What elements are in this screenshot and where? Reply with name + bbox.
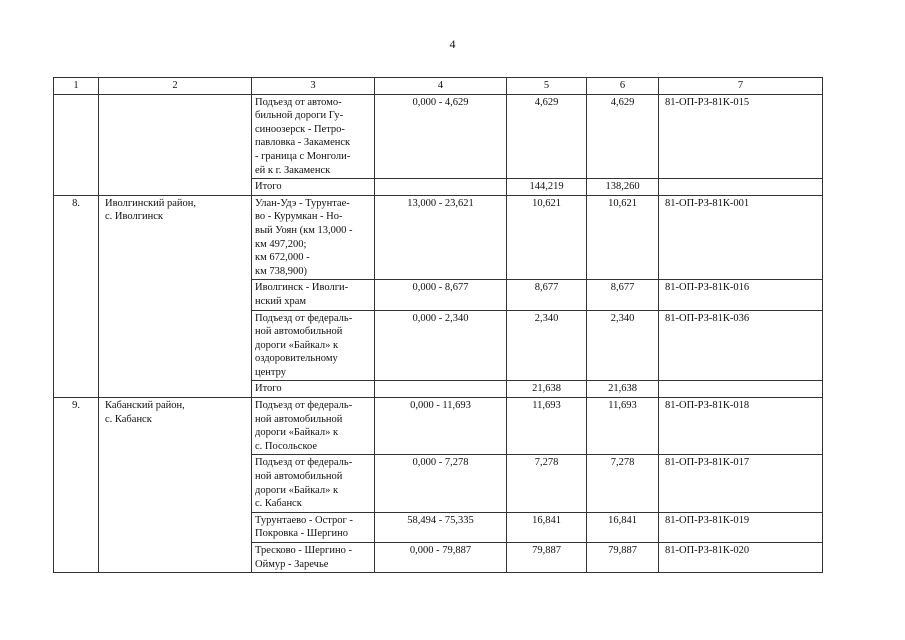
table-row — [54, 195, 823, 280]
km-range: 58,494 - 75,335 — [375, 512, 507, 542]
column-header: 6 — [587, 78, 659, 95]
length-secondary: 2,340 — [587, 310, 659, 381]
road-name: Улан-Удэ - Турунтае- во - Курумкан - Но- вый Уоян (км 13,000 - км 497,200; км 672,000 - км 738,900) — [252, 195, 375, 280]
length-total: 11,693 — [507, 398, 587, 455]
length-total: 21,638 — [507, 381, 587, 398]
km-range: 0,000 - 7,278 — [375, 455, 507, 512]
column-header: 1 — [54, 78, 99, 95]
road-id: 81-ОП-РЗ-81К-016 — [659, 280, 823, 310]
district-cell: Кабанский район, с. Кабанск — [99, 398, 252, 573]
road-id — [659, 179, 823, 196]
column-header: 7 — [659, 78, 823, 95]
length-secondary: 138,260 — [587, 179, 659, 196]
road-name: Иволгинск - Иволги- нский храм — [252, 280, 375, 310]
group-number — [54, 94, 99, 195]
km-range — [375, 381, 507, 398]
group-number: 8. — [54, 195, 99, 397]
length-total: 79,887 — [507, 543, 587, 573]
road-id: 81-ОП-РЗ-81К-019 — [659, 512, 823, 542]
road-name: Подъезд от автомо- бильной дороги Гу- синоозерск - Петро- павловка - Закаменск - граница с Монголи- ей к г. Закаменск — [252, 94, 375, 179]
km-range: 0,000 - 4,629 — [375, 94, 507, 179]
district-cell — [99, 94, 252, 195]
total-label: Итого — [252, 179, 375, 196]
district-cell: Иволгинский район, с. Иволгинск — [99, 195, 252, 397]
length-secondary: 7,278 — [587, 455, 659, 512]
column-header: 3 — [252, 78, 375, 95]
column-header: 4 — [375, 78, 507, 95]
km-range: 0,000 - 11,693 — [375, 398, 507, 455]
total-label: Итого — [252, 381, 375, 398]
road-id — [659, 381, 823, 398]
km-range: 13,000 - 23,621 — [375, 195, 507, 280]
road-name: Турунтаево - Острог - Покровка - Шергино — [252, 512, 375, 542]
road-id: 81-ОП-РЗ-81К-036 — [659, 310, 823, 381]
group-number: 9. — [54, 398, 99, 573]
length-secondary: 8,677 — [587, 280, 659, 310]
table-row — [54, 398, 823, 455]
road-id: 81-ОП-РЗ-81К-015 — [659, 94, 823, 179]
length-total: 144,219 — [507, 179, 587, 196]
road-name: Подъезд от федераль- ной автомобильной дороги «Байкал» к с. Кабанск — [252, 455, 375, 512]
length-total: 10,621 — [507, 195, 587, 280]
header-row — [54, 78, 823, 95]
length-secondary: 16,841 — [587, 512, 659, 542]
length-total: 16,841 — [507, 512, 587, 542]
length-secondary: 79,887 — [587, 543, 659, 573]
road-id: 81-ОП-РЗ-81К-020 — [659, 543, 823, 573]
column-header: 5 — [507, 78, 587, 95]
road-name: Подъезд от федераль- ной автомобильной дороги «Байкал» к с. Посольское — [252, 398, 375, 455]
length-secondary: 10,621 — [587, 195, 659, 280]
column-header: 2 — [99, 78, 252, 95]
length-total: 2,340 — [507, 310, 587, 381]
length-total: 4,629 — [507, 94, 587, 179]
km-range: 0,000 - 79,887 — [375, 543, 507, 573]
length-secondary: 11,693 — [587, 398, 659, 455]
road-name: Тресково - Шергино - Оймур - Заречье — [252, 543, 375, 573]
km-range: 0,000 - 2,340 — [375, 310, 507, 381]
km-range — [375, 179, 507, 196]
road-id: 81-ОП-РЗ-81К-001 — [659, 195, 823, 280]
length-total: 7,278 — [507, 455, 587, 512]
length-secondary: 4,629 — [587, 94, 659, 179]
roads-table — [53, 77, 823, 573]
length-secondary: 21,638 — [587, 381, 659, 398]
road-id: 81-ОП-РЗ-81К-017 — [659, 455, 823, 512]
road-id: 81-ОП-РЗ-81К-018 — [659, 398, 823, 455]
km-range: 0,000 - 8,677 — [375, 280, 507, 310]
road-name: Подъезд от федераль- ной автомобильной дороги «Байкал» к оздоровительному центру — [252, 310, 375, 381]
page-number: 4 — [449, 37, 456, 51]
table-row — [54, 94, 823, 179]
length-total: 8,677 — [507, 280, 587, 310]
